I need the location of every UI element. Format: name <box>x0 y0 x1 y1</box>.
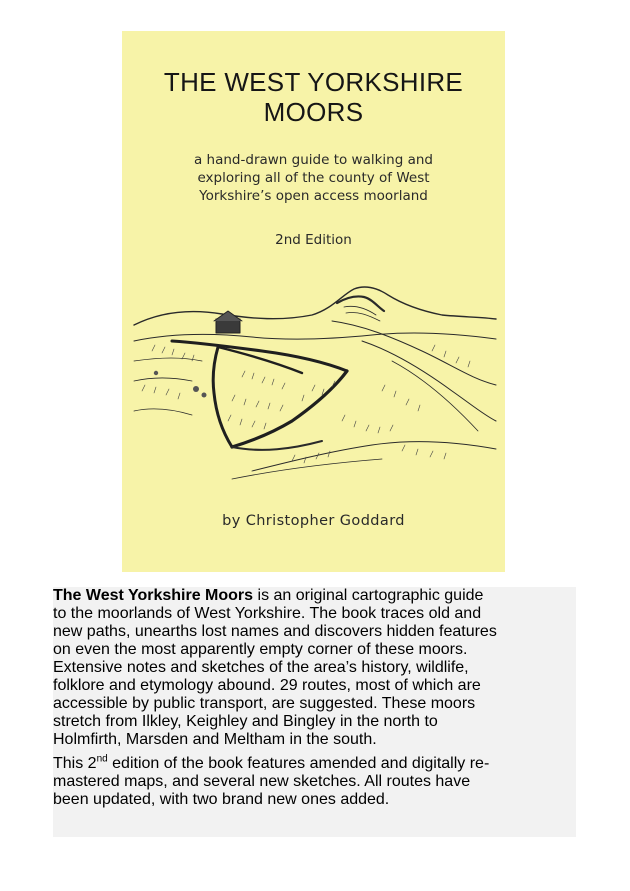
book-description <box>53 587 576 837</box>
description-line: Holmfirth, Marsden and Meltham in the south. <box>53 731 377 748</box>
moorland-sketch <box>132 281 498 481</box>
description-line: mastered maps, and several new sketches. All routes have <box>53 773 471 790</box>
book-title-bold: The West Yorkshire Moors <box>53 587 254 604</box>
description-line: on even the most apparently empty corner of these moors. <box>53 641 468 658</box>
cover-subtitle-line: Yorkshire’s open access moorland <box>199 188 428 204</box>
description-line <box>53 755 576 773</box>
description-line: to the moorlands of West Yorkshire. The book traces old and <box>53 605 482 622</box>
description-line: accessible by public transport, are suggested. These moors <box>53 695 476 712</box>
description-line: been updated, with two brand new ones added. <box>53 791 390 808</box>
cover-author: by Christopher Goddard <box>222 513 405 529</box>
cover-subtitle-line: a hand-drawn guide to walking and <box>193 152 433 168</box>
description-text: is an original cartographic guide <box>253 587 484 604</box>
cover-subtitle-line: exploring all of the county of West <box>197 170 430 186</box>
description-line: new paths, unearths lost names and discovers hidden features <box>53 623 497 640</box>
ordinal-suffix: nd <box>96 753 108 765</box>
description-text: edition of the book features amended and digitally re- <box>107 755 490 772</box>
cover-title <box>122 67 505 127</box>
description-line: stretch from Ilkley, Keighley and Bingley in the north to <box>53 713 438 730</box>
book-cover <box>122 31 505 572</box>
cover-title-line: THE WEST YORKSHIRE <box>163 67 464 97</box>
cover-title-line: MOORS <box>263 97 364 127</box>
cover-subtitle <box>122 151 505 205</box>
description-line <box>53 587 576 605</box>
cover-edition: 2nd Edition <box>275 232 352 248</box>
description-line: Extensive notes and sketches of the area’s history, wildlife, <box>53 659 469 676</box>
description-text: This 2 <box>53 755 97 772</box>
description-line: folklore and etymology abound. 29 routes, most of which are <box>53 677 481 694</box>
